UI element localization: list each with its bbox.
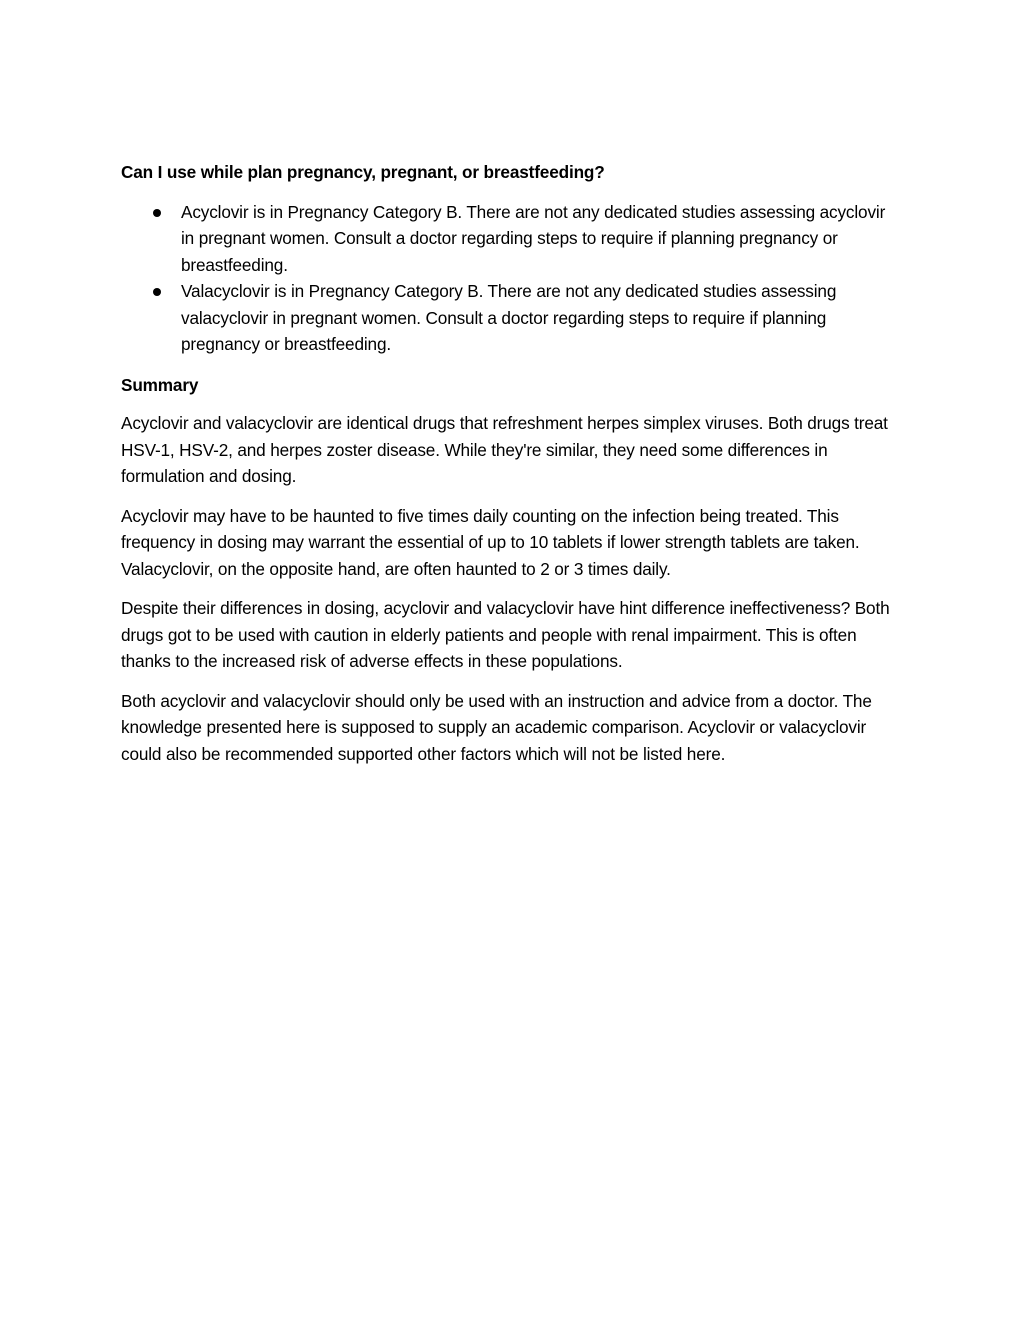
effectiveness-paragraph: Despite their differences in dosing, acyclovir and valacyclovir have hint difference ineffectiveness? Both drugs got to be used with caution in elderly patients and people with renal impairment. This is often thanks to the increased risk of adverse effects in these populations.: [121, 598, 890, 671]
summary-paragraph: Acyclovir and valacyclovir are identical drugs that refreshment herpes simplex viruses. Both drugs treat HSV-1, HSV-2, and herpes zoster disease. While they're similar, they need some differences in formulation and dosing.: [121, 413, 888, 486]
summary-heading: Summary: [121, 374, 199, 395]
bullet-item-valacyclovir: [121, 278, 901, 358]
pregnancy-bullet-list: [121, 199, 901, 358]
bullet-text: Valacyclovir is in Pregnancy Category B. There are not any dedicated studies assessing valacyclovir in pregnant women. Consult a doctor regarding steps to require if planning pregnancy or breastfeeding.: [181, 281, 837, 354]
bullet-dot-icon: [153, 288, 161, 296]
bullet-dot-icon: [153, 209, 161, 217]
pregnancy-question-heading: Can I use while plan pregnancy, pregnant, or breastfeeding?: [121, 162, 605, 182]
bullet-text: Acyclovir is in Pregnancy Category B. There are not any dedicated studies assessing acyclovir in pregnant women. Consult a doctor regarding steps to require if planning pregnancy or breastfeeding.: [181, 201, 886, 275]
document-body: [121, 159, 901, 780]
bullet-item-acyclovir: [121, 199, 901, 279]
advice-paragraph: Both acyclovir and valacyclovir should only be used with an instruction and advice from a doctor. The knowledge presented here is supposed to supply an academic comparison. Acyclovir or valacyclovir could also be recommended supported other factors which will not be listed here.: [121, 690, 872, 764]
dosing-paragraph: Acyclovir may have to be haunted to five times daily counting on the infection being treated. This frequency in dosing may warrant the essential of up to 10 tablets if lower strength tablets are taken. Valacyclovir, on the opposite hand, are often haunted to 2 or 3 times daily.: [121, 505, 860, 579]
